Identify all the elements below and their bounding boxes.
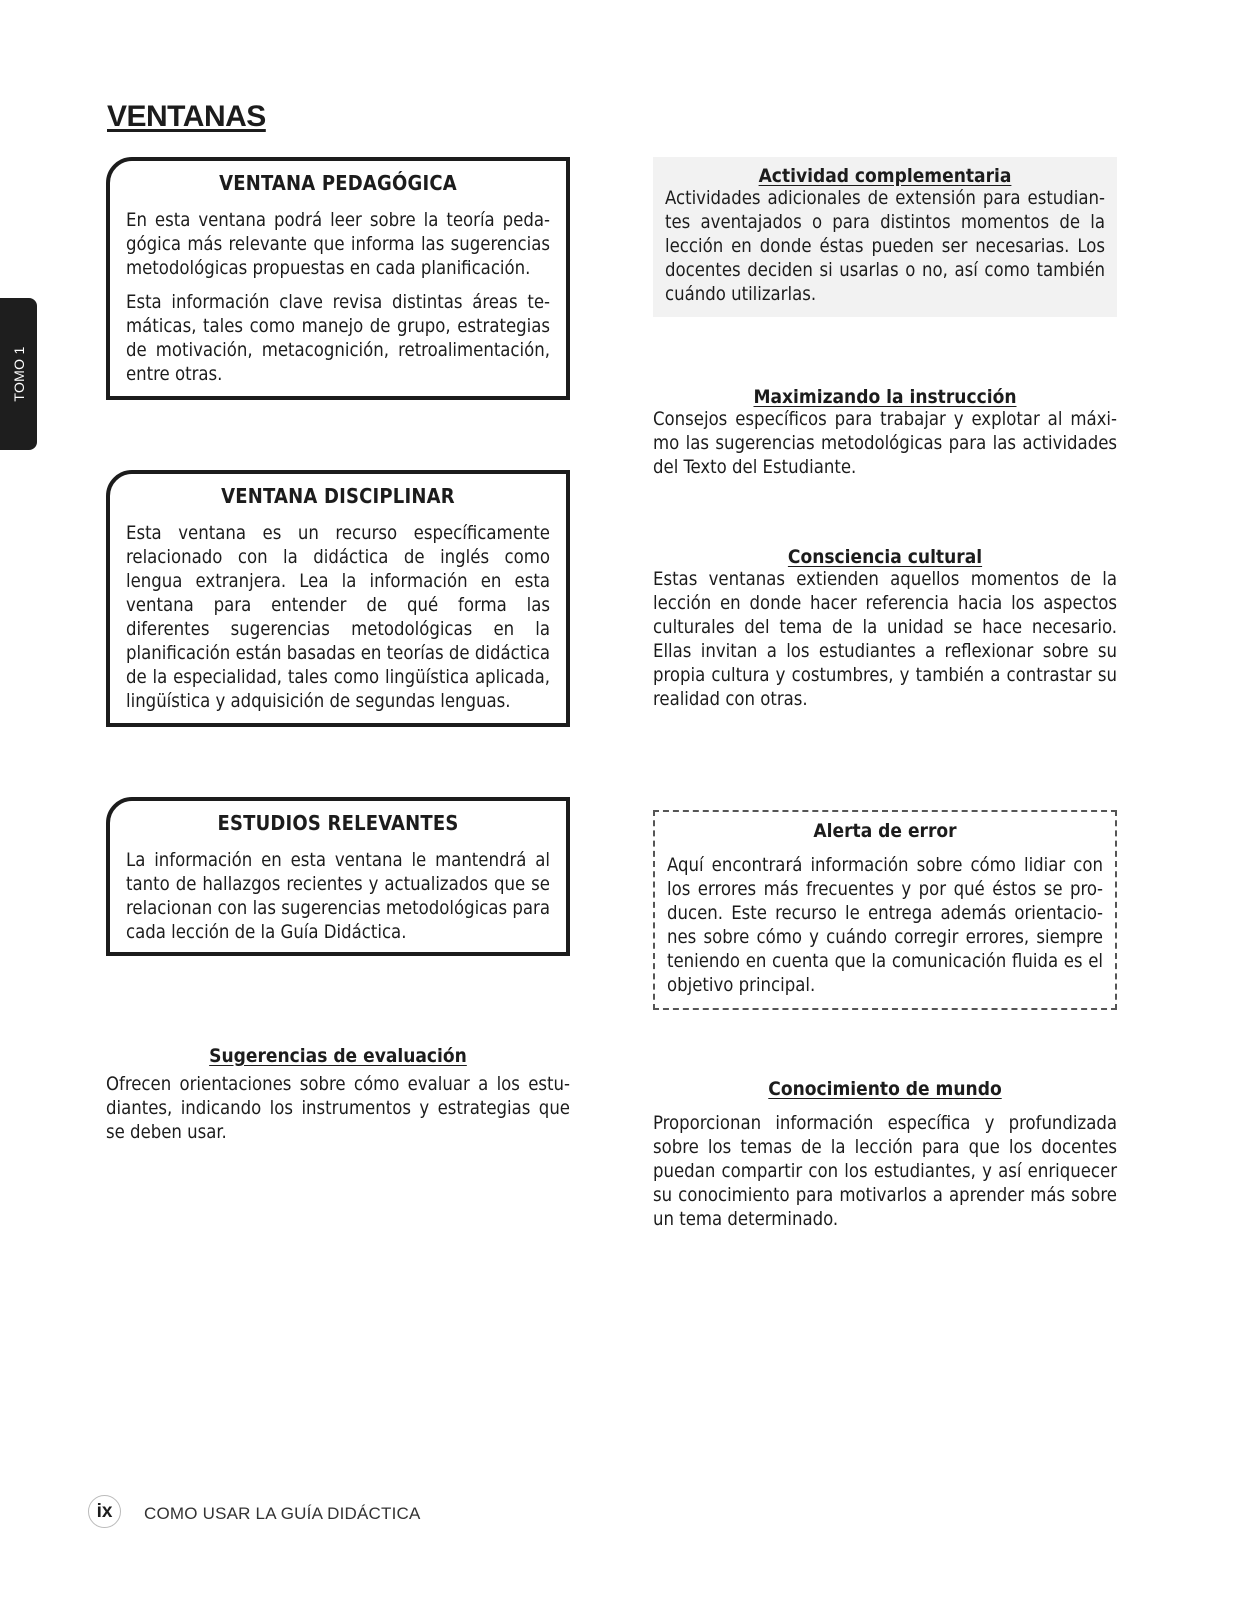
alerta-error-body: Aquí encontrará información sobre cómo lidiar con los errores más frecuentes y por qué éstos se producen. Este recurso le entrega además orientaciones sobre cómo y cuándo corregir errores, siempre teniendo en cuenta que la comunicación fluida es el objetivo principal.: [667, 855, 1103, 996]
maximizando-instruccion-section: [653, 386, 1117, 480]
ventana-pedagogica-paragraph-1: En esta ventana podrá leer sobre la teoría pedagógica más relevante que informa las sugerencias metodológicas propuestas en cada planificación.: [126, 210, 550, 279]
ventana-disciplinar-title: VENTANA DISCIPLINAR: [221, 484, 455, 508]
ventana-pedagogica-title: VENTANA PEDAGÓGICA: [219, 171, 457, 195]
ventana-disciplinar-box: [106, 470, 570, 727]
ventana-disciplinar-body: Esta ventana es un recurso específicamente relacionado con la didáctica de inglés como lengua extranjera. Lea la información en esta ventana para entender de qué forma las diferentes sugerencias metodológicas en la planificación están basadas en teorías de didáctica de la especialidad, tales como lingüística aplicada, lingüística y adquisición de segundas lenguas.: [126, 523, 550, 712]
page-number: ix: [88, 1495, 121, 1528]
maximizando-instruccion-body: Consejos específicos para trabajar y explotar al máximo las sugerencias metodológicas para las actividades del Texto del Estudiante.: [653, 409, 1117, 478]
ventana-pedagogica-box: [106, 157, 570, 400]
alerta-error-box: [653, 810, 1117, 1010]
maximizando-instruccion-title: Maximizando la instrucción: [753, 386, 1017, 408]
estudios-relevantes-title: ESTUDIOS RELEVANTES: [217, 811, 459, 835]
consciencia-cultural-section: [653, 546, 1117, 712]
conocimiento-mundo-section: [653, 1078, 1117, 1232]
actividad-complementaria-body: Actividades adicionales de extensión para estudiantes aventajados o para distintos momentos de la lección en donde éstas pueden ser necesarias. Los docentes deciden si usarlas o no, así como también cuándo utilizarlas.: [665, 188, 1105, 305]
conocimiento-mundo-body: Proporcionan información específica y profundizada sobre los temas de la lección para que los docentes puedan compartir con los estudiantes, y así enriquecer su conocimiento para motivarlos a aprender más sobre un tema determinado.: [653, 1113, 1117, 1230]
estudios-relevantes-box: [106, 797, 570, 956]
actividad-complementaria-box: [653, 157, 1117, 317]
footer-section-name: COMO USAR LA GUÍA DIDÁCTICA: [144, 1504, 421, 1523]
estudios-relevantes-body: La información en esta ventana le mantendrá al tanto de hallazgos recientes y actualizados que se relacionan con las sugerencias metodológicas para cada lección de la Guía Didáctica.: [126, 850, 550, 943]
alerta-error-title: Alerta de error: [813, 820, 957, 842]
side-tab: [0, 298, 37, 450]
actividad-complementaria-title: Actividad complementaria: [758, 165, 1012, 187]
consciencia-cultural-title: Consciencia cultural: [787, 546, 983, 568]
sugerencias-evaluacion-body: Ofrecen orientaciones sobre cómo evaluar a los estudiantes, indicando los instrumentos y estrategias que se deben usar.: [106, 1074, 570, 1143]
side-tab-label: TOMO 1: [10, 346, 27, 402]
sugerencias-evaluacion-section: [106, 1045, 570, 1145]
sugerencias-evaluacion-title: Sugerencias de evaluación: [209, 1045, 467, 1067]
consciencia-cultural-body: Estas ventanas extienden aquellos momentos de la lección en donde hacer referencia hacia los aspectos culturales del tema de la unidad se hace necesario. Ellas invitan a los estudiantes a reflexionar sobre su propia cultura y costumbres, y también a contrastar su realidad con otras.: [653, 569, 1117, 710]
conocimiento-mundo-title: Conocimiento de mundo: [768, 1078, 1002, 1100]
ventana-pedagogica-paragraph-2: Esta información clave revisa distintas áreas temáticas, tales como manejo de grupo, estrategias de motivación, metacognición, retroalimentación, entre otras.: [126, 292, 550, 385]
page-title: VENTANAS: [107, 100, 266, 133]
